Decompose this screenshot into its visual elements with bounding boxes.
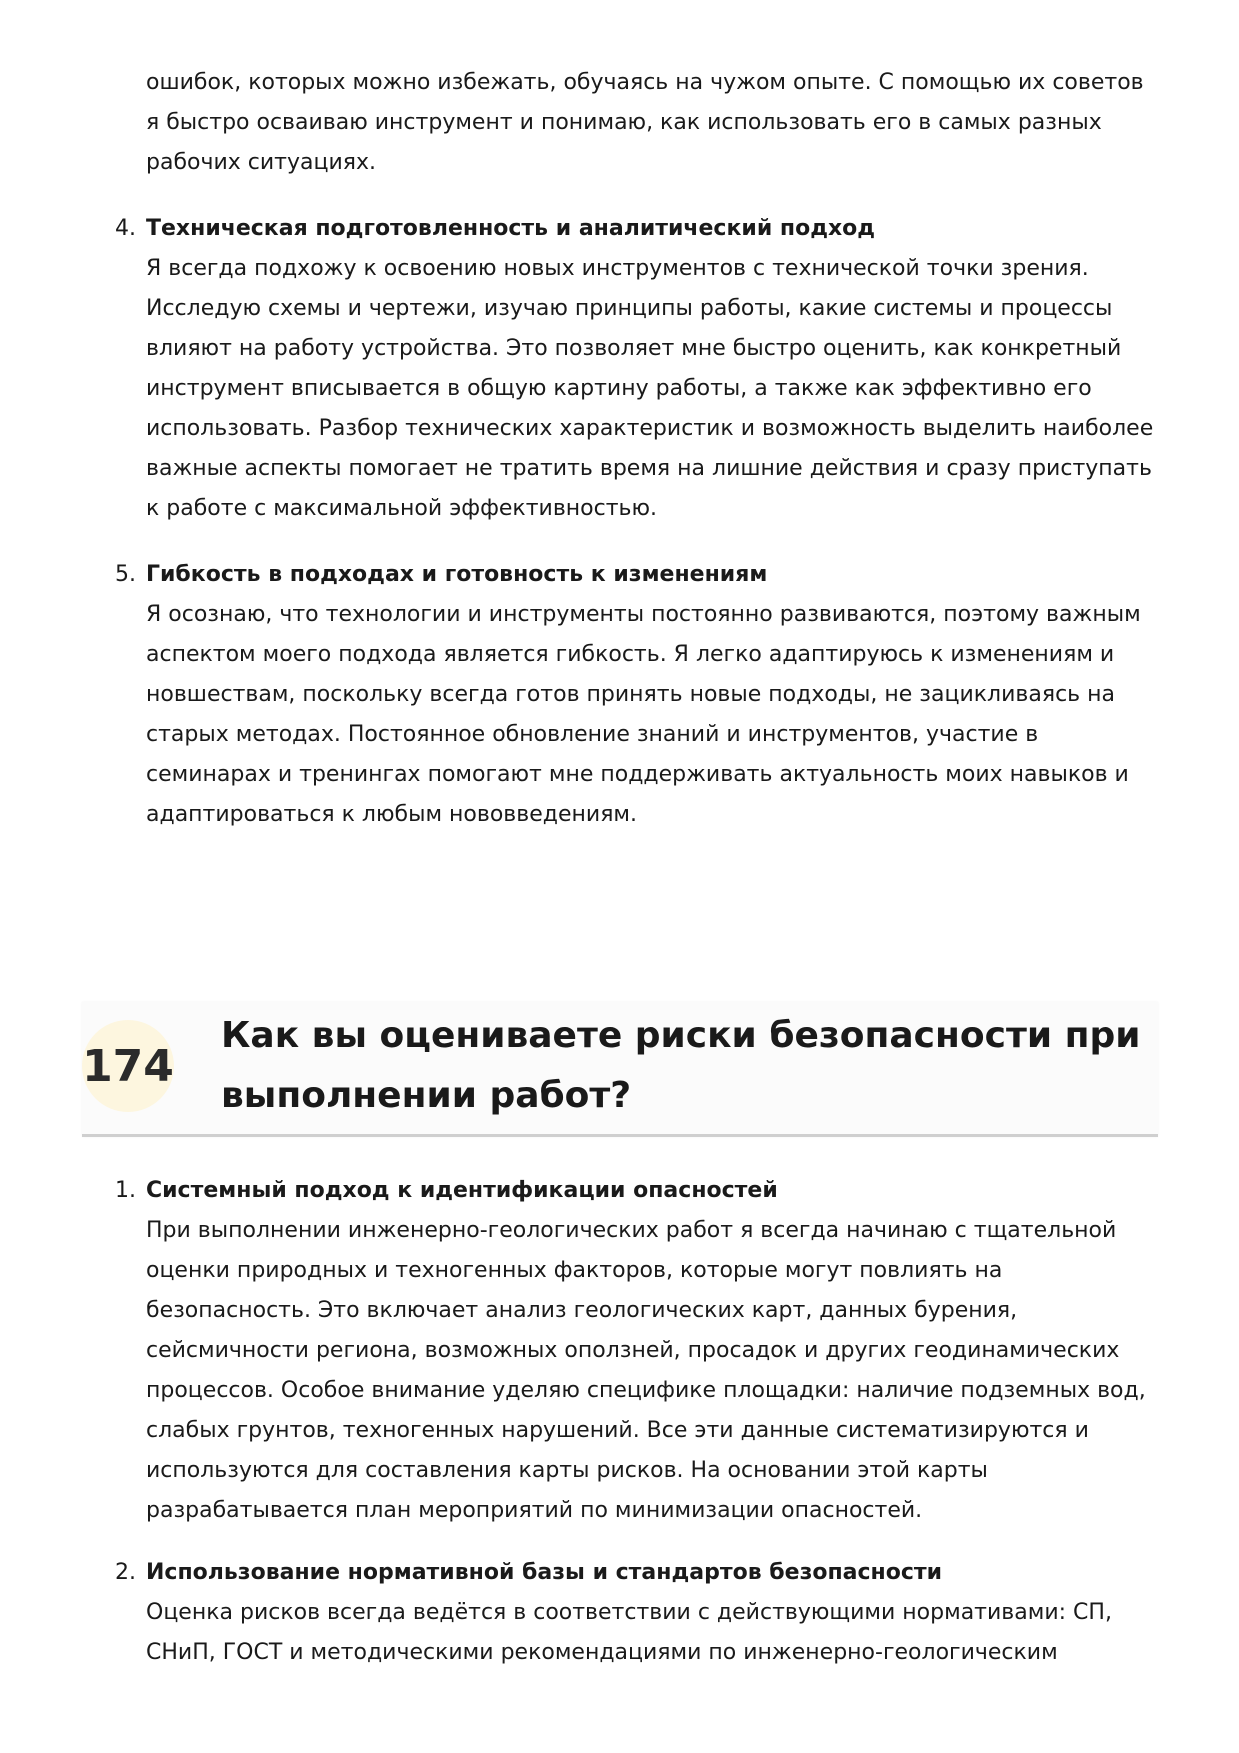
list-item (115, 555, 1156, 835)
question-number-badge: 174 (82, 1020, 174, 1112)
question-header (82, 1002, 1158, 1137)
list-item-text: Оценка рисков всегда ведётся в соответствии с действующими нормативами: СП, СНиП, ГОСТ и методическими рекомендациями по инженерно-геологическим (146, 1600, 1112, 1665)
answer-section (115, 1171, 1156, 1673)
continued-paragraph: ошибок, которых можно избежать, обучаясь на чужом опыте. С помощью их советов я быстро осваиваю инструмент и понимаю, как использовать его в самых разных рабочих ситуациях. (146, 70, 1144, 175)
list-item-text: Я осознаю, что технологии и инструменты постоянно развиваются, поэтому важным аспектом моего подхода является гибкость. Я легко адаптируюсь к изменениям и новшествам, поскольку всегда готов принять новые подходы, не зацикливаясь на старых методах. Постоянное обновление знаний и инструментов, участие в семинарах и тренингах помогают мне поддерживать актуальность моих навыков и адаптироваться к любым нововведениям. (146, 602, 1141, 827)
list-item-number: 2. (115, 1560, 136, 1585)
list-item-number: 5. (115, 562, 136, 587)
list-item-number: 1. (115, 1178, 136, 1203)
list-item-number: 4. (115, 216, 136, 241)
list-item-title: Использование нормативной базы и стандартов безопасности (146, 1560, 943, 1585)
list-item-text: Я всегда подхожу к освоению новых инструментов с технической точки зрения. Исследую схемы и чертежи, изучаю принципы работы, какие системы и процессы влияют на работу устройства. Это позволяет мне быстро оценить, как конкретный инструмент вписывается в общую картину работы, а также как эффективно его использовать. Разбор технических характеристик и возможность выделить наиболее важные аспекты помогает не тратить время на лишние действия и сразу приступать к работе с максимальной эффективностью. (146, 256, 1154, 521)
list-item-title: Системный подход к идентификации опасностей (146, 1178, 778, 1203)
list-item (115, 1171, 1156, 1531)
list-item (115, 1553, 1156, 1673)
list-item-title: Гибкость в подходах и готовность к изменениям (146, 562, 768, 587)
list-item (115, 209, 1156, 529)
question-title: Как вы оцениваете риски безопасности при выполнении работ? (221, 1015, 1141, 1116)
list-item-title: Техническая подготовленность и аналитический подход (146, 216, 876, 241)
previous-answer-section (115, 63, 1156, 835)
list-item-text: При выполнении инженерно-геологических работ я всегда начинаю с тщательной оценки природных и техногенных факторов, которые могут повлиять на безопасность. Это включает анализ геологических карт, данных бурения, сейсмичности региона, возможных оползней, просадок и других геодинамических процессов. Особое внимание уделяю специфике площадки: наличие подземных вод, слабых грунтов, техногенных нарушений. Все эти данные систематизируются и используются для составления карты рисков. На основании этой карты разрабатывается план мероприятий по минимизации опасностей. (146, 1218, 1146, 1523)
